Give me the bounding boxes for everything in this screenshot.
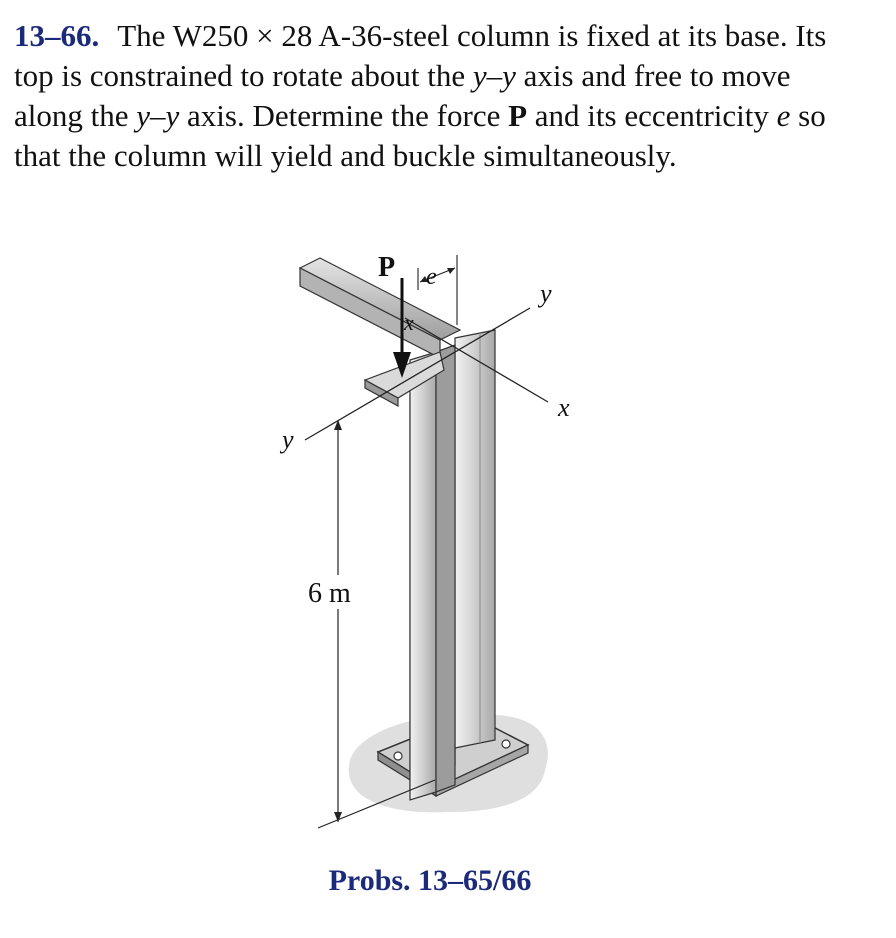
dim-arrowhead <box>334 420 342 430</box>
anchor-bolt <box>394 752 402 760</box>
text-part: so that the column will yield and buckle simultaneously. <box>14 98 826 173</box>
axis-ref: y–y <box>136 98 180 133</box>
label-e: e <box>426 264 437 290</box>
anchor-bolt <box>502 740 510 748</box>
figure-caption: Probs. 13–65/66 <box>328 864 532 897</box>
text-part: The W250 × 28 A-36-steel column is fixed at its base. Its top is constrained to rotate about the <box>14 18 827 93</box>
text-part: axis and free to move along the <box>14 58 791 133</box>
text-part: axis. Determine the force <box>179 98 509 133</box>
label-P: P <box>378 252 396 283</box>
label-height: 6 m <box>308 578 351 609</box>
label-x-right: x <box>558 393 570 422</box>
eccentricity-symbol: e <box>776 98 791 133</box>
label-y-top: y <box>540 279 552 308</box>
problem-number: 13–66. <box>14 18 100 53</box>
axis-ref: y–y <box>472 58 516 93</box>
column-rear-flange <box>455 330 495 748</box>
column-front-flange-face <box>436 345 455 792</box>
label-x-top: x <box>404 310 414 335</box>
text-part: and its eccentricity <box>527 98 777 133</box>
force-symbol: P <box>508 98 528 133</box>
column-front-flange <box>410 352 436 800</box>
label-y-left: y <box>282 425 294 454</box>
